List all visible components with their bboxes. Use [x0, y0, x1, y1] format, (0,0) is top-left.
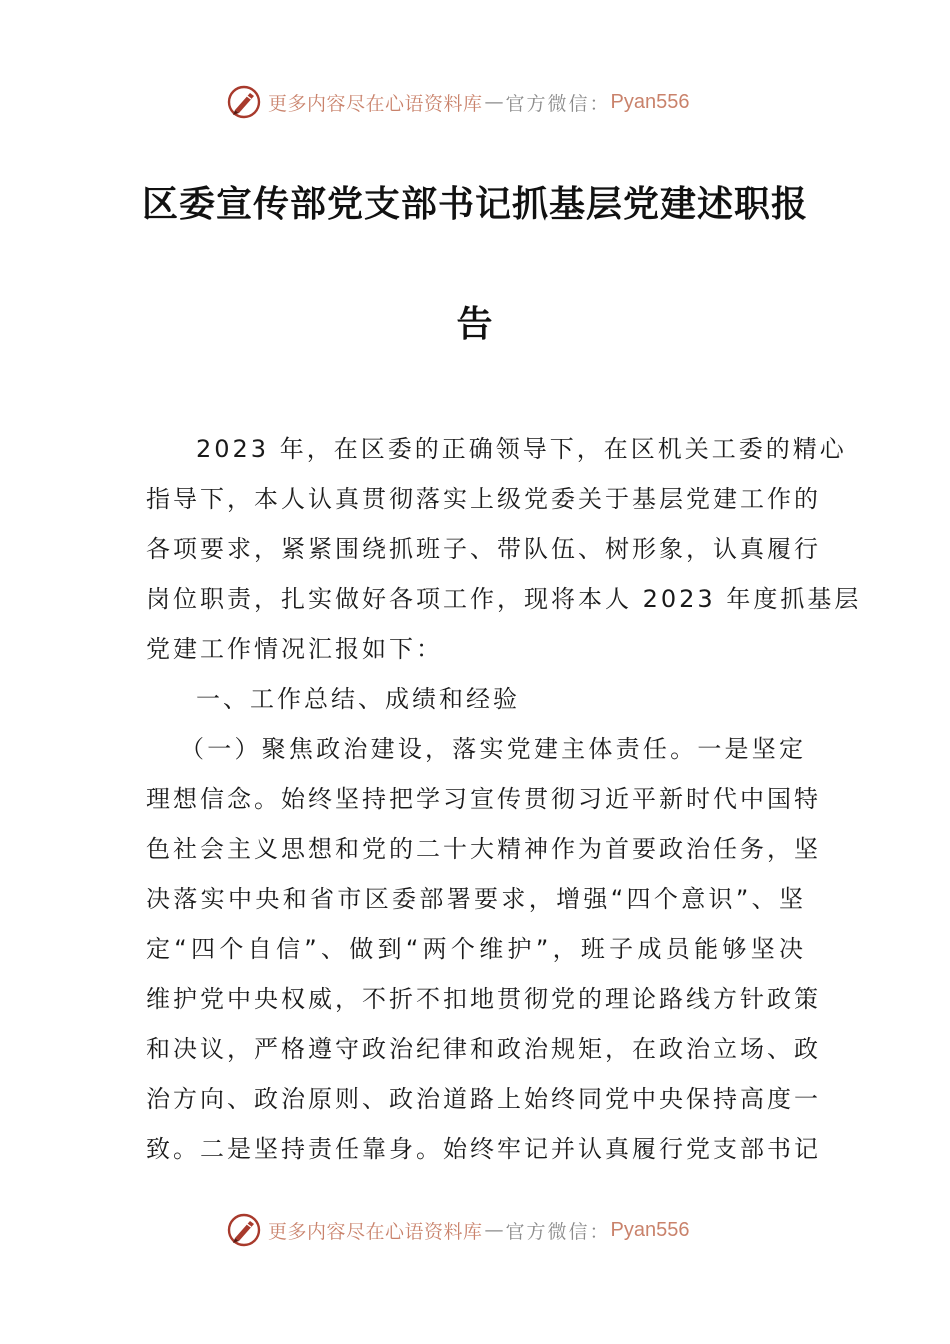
body-line: 定“四个自信”、做到“两个维护”，班子成员能够坚决 [146, 935, 806, 963]
watermark-wechat-id: Pyan556 [610, 90, 690, 113]
body-line: 维护党中央权威，不折不扣地贯彻党的理论路线方针政策 [146, 985, 821, 1013]
pen-logo-icon [226, 1212, 262, 1248]
watermark-text: 更多内容尽在心语资料库 [268, 1220, 483, 1243]
body-line: 治方向、政治原则、政治道路上始终同党中央保持高度一 [146, 1085, 821, 1113]
document-title-line-1: 区委宣传部党支部书记抓基层党建述职报 [141, 184, 808, 225]
pen-logo-icon [226, 84, 262, 120]
document-body [146, 424, 862, 1174]
watermark-dash: — [484, 1219, 504, 1241]
body-line: 和决议，严格遵守政治纪律和政治规矩，在政治立场、政 [146, 1035, 821, 1063]
watermark-wechat-label: 官方微信： [505, 92, 611, 115]
document-title-line-2: 告 [456, 304, 494, 345]
watermark-text: 更多内容尽在心语资料库 [268, 92, 483, 115]
body-line: 指导下，本人认真贯彻落实上级党委关于基层党建工作的 [146, 485, 821, 513]
body-line: 2023 年，在区委的正确领导下，在区机关工委的精心 [196, 435, 847, 463]
body-line: 党建工作情况汇报如下： [146, 635, 443, 663]
body-line: 各项要求，紧紧围绕抓班子、带队伍、树形象，认真履行 [146, 535, 821, 563]
body-line: 岗位职责，扎实做好各项工作，现将本人 2023 年度抓基层 [146, 585, 862, 613]
watermark-wechat-id: Pyan556 [610, 1218, 690, 1241]
watermark-dash: — [484, 91, 504, 113]
body-line: 决落实中央和省市区委部署要求，增强“四个意识”、坚 [146, 885, 806, 913]
section-heading: 一、工作总结、成绩和经验 [196, 685, 520, 713]
body-line: （一）聚焦政治建设，落实党建主体责任。一是坚定 [180, 735, 806, 763]
footer-watermark-banner [226, 1210, 690, 1250]
watermark-wechat-label: 官方微信： [505, 1220, 611, 1243]
body-line: 理想信念。始终坚持把学习宣传贯彻习近平新时代中国特 [146, 785, 821, 813]
header-watermark-banner [226, 82, 690, 122]
body-line: 致。二是坚持责任靠身。始终牢记并认真履行党支部书记 [146, 1135, 821, 1163]
body-line: 色社会主义思想和党的二十大精神作为首要政治任务，坚 [146, 835, 821, 863]
